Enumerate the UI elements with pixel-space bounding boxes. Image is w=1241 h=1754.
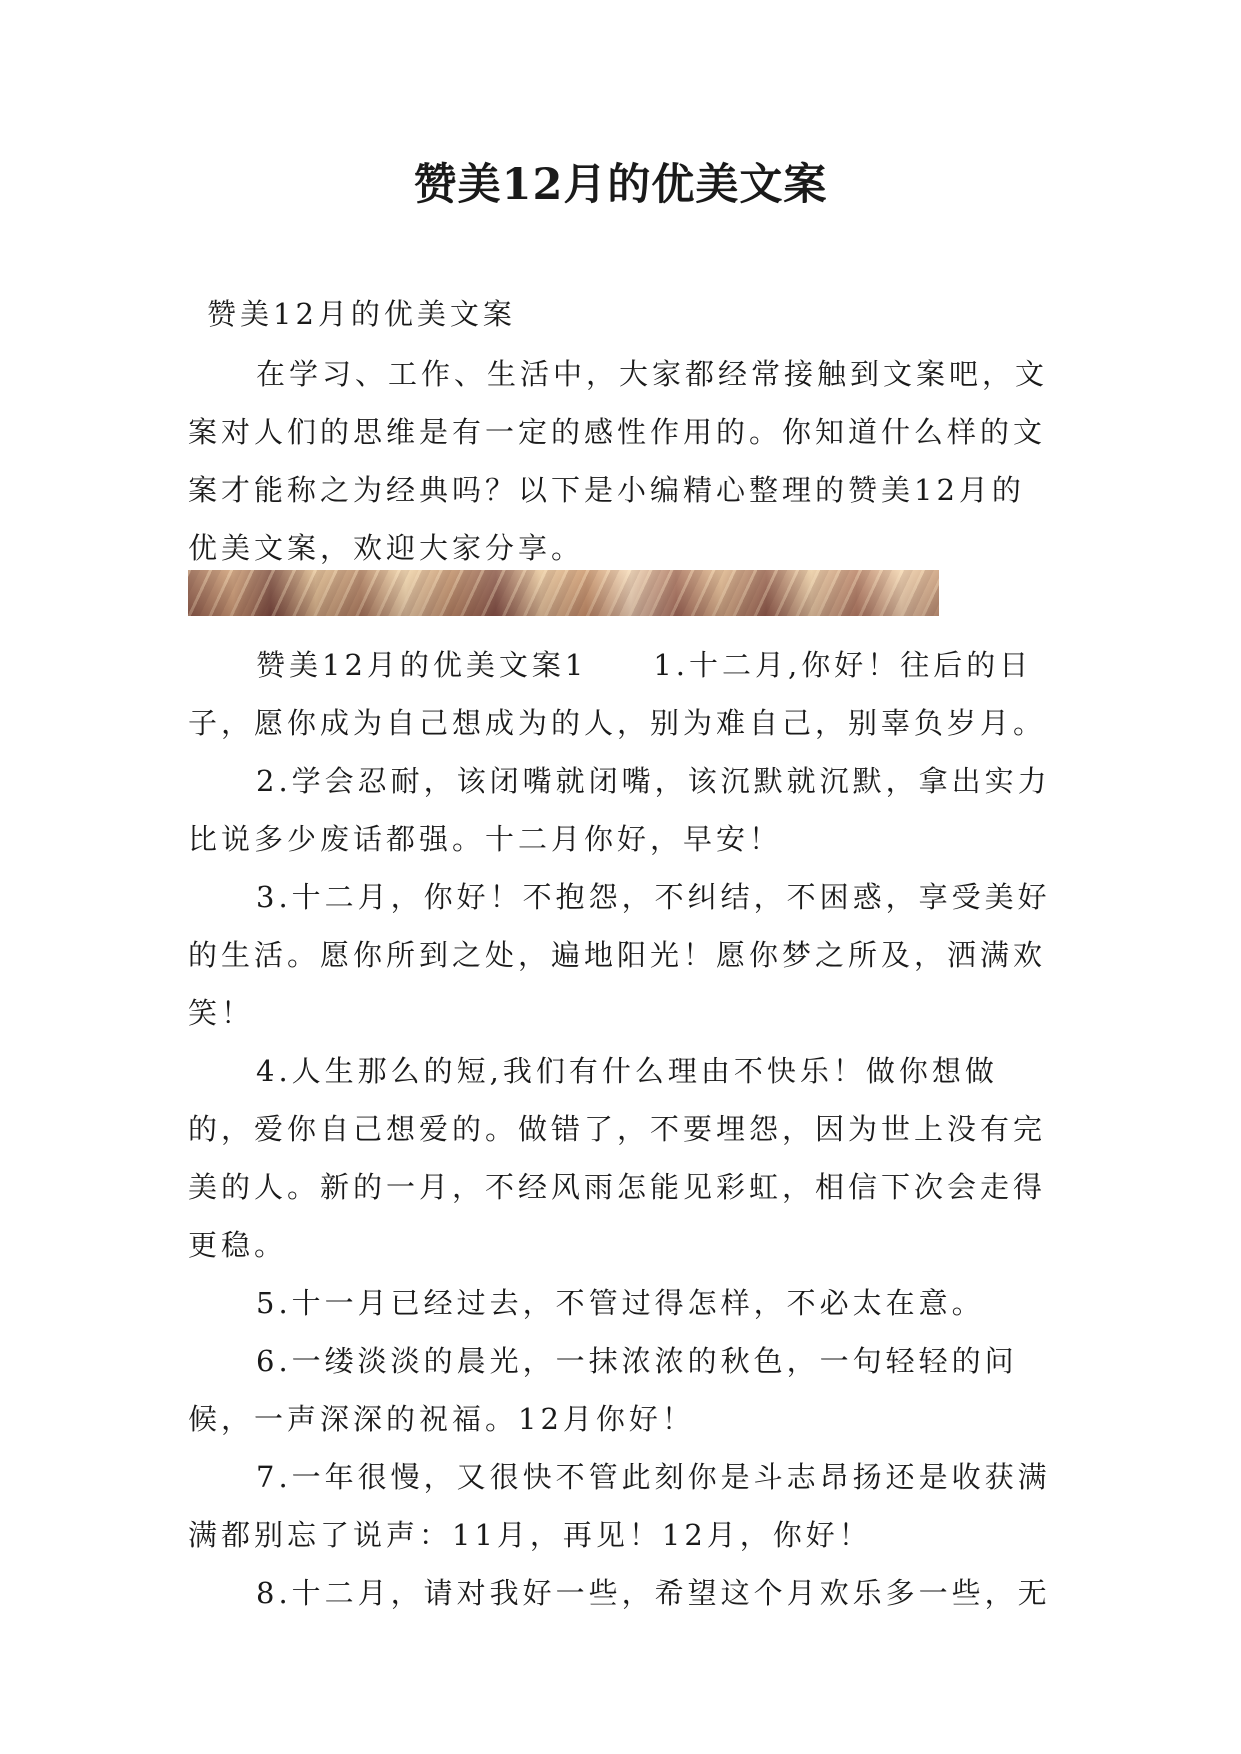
quote-entry-6: 6.一缕淡淡的晨光，一抹浓浓的秋色，一句轻轻的问候，一声深深的祝福。12月你好！ — [188, 1344, 1018, 1436]
quote-entry-8: 8.十二月，请对我好一些，希望这个月欢乐多一些，无 — [256, 1576, 1051, 1610]
document-title: 赞美12月的优美文案 — [413, 160, 828, 210]
banner-image — [188, 570, 939, 616]
quote-entry-7: 7.一年很慢，又很快不管此刻你是斗志昂扬还是收获满满都别忘了说声：11月，再见！12月，你好！ — [188, 1460, 1051, 1552]
article-subtitle: 赞美12月的优美文案 — [207, 297, 516, 331]
quote-entry-2: 2.学会忍耐，该闭嘴就闭嘴，该沉默就沉默，拿出实力比说多少废话都强。十二月你好，早安！ — [188, 764, 1051, 856]
quote-list — [188, 636, 1054, 1622]
quote-entry-3: 3.十二月，你好！不抱怨，不纠结，不困惑，享受美好的生活。愿你所到之处，遍地阳光！愿你梦之所及，洒满欢笑！ — [188, 880, 1051, 1030]
quote-entry-1: 赞美12月的优美文案1 1.十二月,你好！往后的日子，愿你成为自己想成为的人，别为难自己，别辜负岁月。 — [188, 648, 1047, 740]
quote-entry-5: 5.十一月已经过去，不管过得怎样，不必太在意。 — [256, 1286, 985, 1320]
banner-overlay — [188, 570, 939, 616]
quote-entry-4: 4.人生那么的短,我们有什么理由不快乐！做你想做的，爱你自己想爱的。做错了，不要埋怨，因为世上没有完美的人。新的一月，不经风雨怎能见彩虹，相信下次会走得更稳。 — [188, 1054, 1047, 1262]
intro-paragraph: 在学习、工作、生活中，大家都经常接触到文案吧，文案对人们的思维是有一定的感性作用的。你知道什么样的文案才能称之为经典吗？以下是小编精心整理的赞美12月的优美文案，欢迎大家分享。 — [188, 357, 1049, 565]
